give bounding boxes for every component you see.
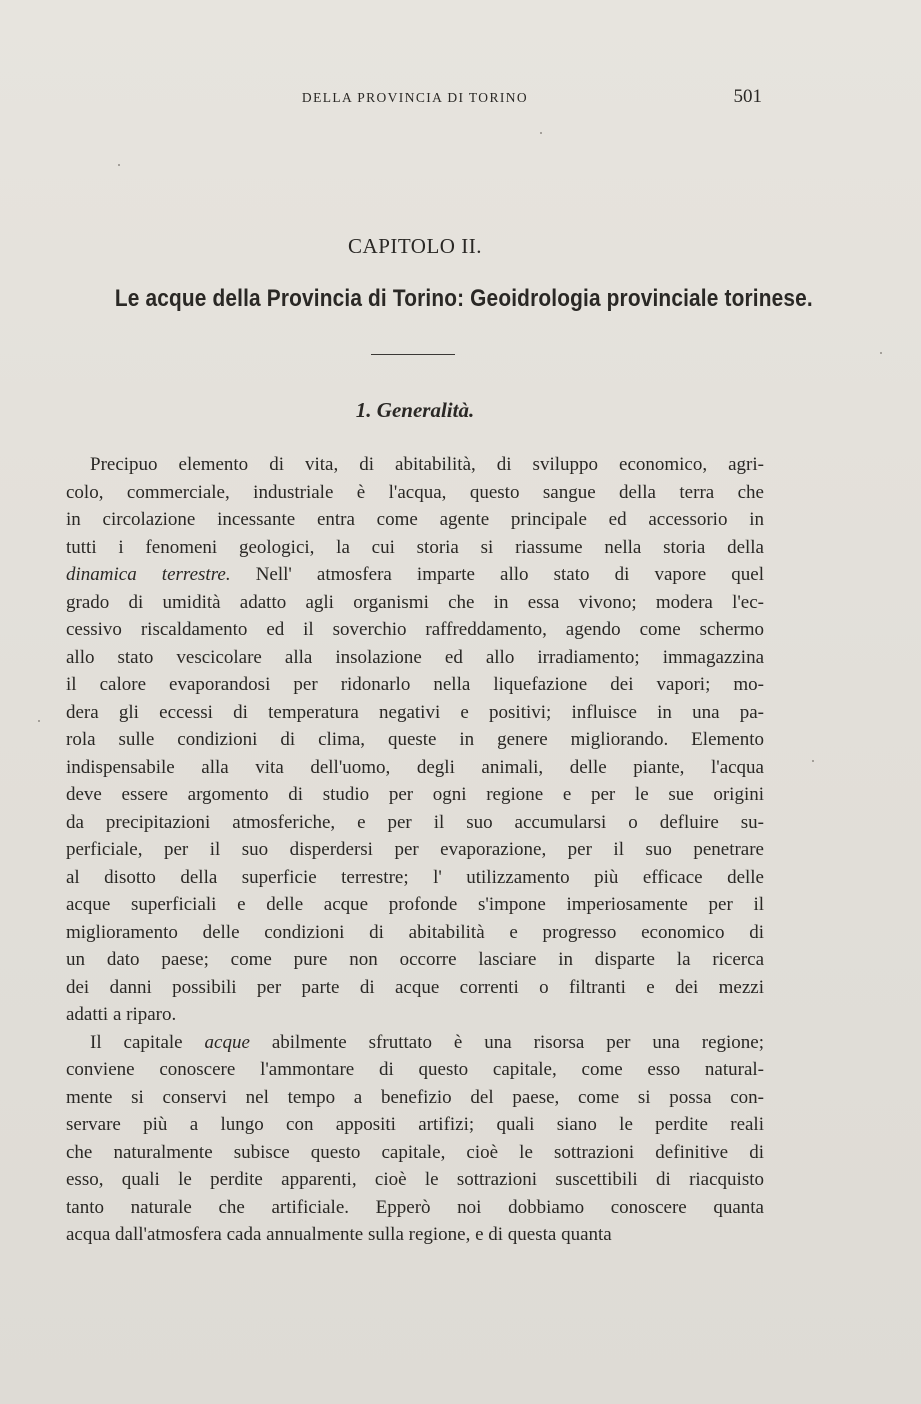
body-line: deve essere argomento di studio per ogni regione e per le sue origini [66, 784, 764, 805]
body-line: esso, quali le perdite apparenti, cioè le sottrazioni suscettibili di riacquisto [66, 1169, 764, 1190]
body-line: al disotto della superficie terrestre; l' utilizzamento più efficace delle [66, 866, 764, 888]
body-line: mente si conservi nel tempo a benefizio del paese, come si possa con- [66, 1086, 764, 1108]
body-line: acque superficiali e delle acque profonde s'impone imperiosamente per il [66, 894, 764, 915]
body-line: un dato paese; come pure non occorre lasciare in disparte la ricerca [66, 949, 764, 970]
body-text [66, 451, 764, 1249]
paper-speck [118, 164, 120, 166]
body-line: cessivo riscaldamento ed il soverchio raffreddamento, agendo come schermo [66, 619, 764, 640]
paper-speck [812, 760, 814, 762]
body-line: tutti i fenomeni geologici, la cui storia si riassume nella storia della [66, 536, 764, 558]
body-line: perficiale, per il suo disperdersi per evaporazione, per il suo penetrare [66, 839, 764, 860]
chapter-label: CAPITOLO II. [348, 234, 482, 258]
body-line: Precipuo elemento di vita, di abitabilità, di sviluppo economico, agri- [90, 454, 764, 475]
paper-speck [38, 720, 40, 722]
title-divider [371, 354, 455, 355]
body-line: allo stato vescicolare alla insolazione ed allo irradiamento; immagazzina [66, 646, 764, 668]
body-line: servare più a lungo con appositi artifizi; quali siano le perdite reali [66, 1114, 764, 1135]
body-line: da precipitazioni atmosferiche, e per il suo accumularsi o defluire su- [66, 811, 764, 833]
body-line: dera gli eccessi di temperatura negativi e positivi; influisce in una pa- [66, 701, 764, 723]
body-line: miglioramento delle condizioni di abitabilità e progresso economico di [66, 921, 764, 943]
body-line: conviene conoscere l'ammontare di questo capitale, come esso natural- [66, 1059, 764, 1080]
running-head [66, 86, 764, 110]
body-line: in circolazione incessante entra come agente principale ed accessorio in [66, 509, 764, 530]
italic-term: acque [204, 1031, 250, 1053]
body-line: rola sulle condizioni di clima, queste in genere migliorando. Elemento [66, 729, 764, 750]
page-number: 501 [733, 86, 762, 107]
body-line: colo, commerciale, industriale è l'acqua, questo sangue della terra che [66, 481, 764, 503]
body-line: grado di umidità adatto agli organismi che in essa vivono; modera l'ec- [66, 591, 764, 613]
body-line: indispensabile alla vita dell'uomo, degli animali, delle piante, l'acqua [66, 756, 764, 778]
body-line: Il capitale acque abilmente sfruttato è una risorsa per una regione; [90, 1031, 764, 1053]
section-title: 1. Generalità. [355, 398, 475, 422]
running-head-title: DELLA PROVINCIA DI TORINO [301, 90, 529, 105]
paper-speck [880, 352, 882, 354]
body-line: tanto naturale che artificiale. Epperò noi dobbiamo conoscere quanta [66, 1196, 764, 1218]
body-line: che naturalmente subisce questo capitale, cioè le sottrazioni definitive di [66, 1141, 764, 1163]
body-line: dinamica terrestre. Nell' atmosfera imparte allo stato di vapore quel [66, 564, 764, 585]
body-line: acqua dall'atmosfera cada annualmente sulla regione, e di questa quanta [66, 1224, 612, 1245]
italic-term: dinamica terrestre. [66, 564, 231, 585]
body-line: dei danni possibili per parte di acque correnti o filtranti e dei mezzi [66, 976, 764, 998]
body-line: il calore evaporandosi per ridonarlo nella liquefazione dei vapori; mo- [66, 674, 764, 695]
paper-speck [540, 132, 542, 134]
chapter-title: Le acque della Provincia di Torino: Geoidrologia provinciale torinese. [114, 285, 813, 312]
body-line: adatti a riparo. [66, 1004, 177, 1025]
